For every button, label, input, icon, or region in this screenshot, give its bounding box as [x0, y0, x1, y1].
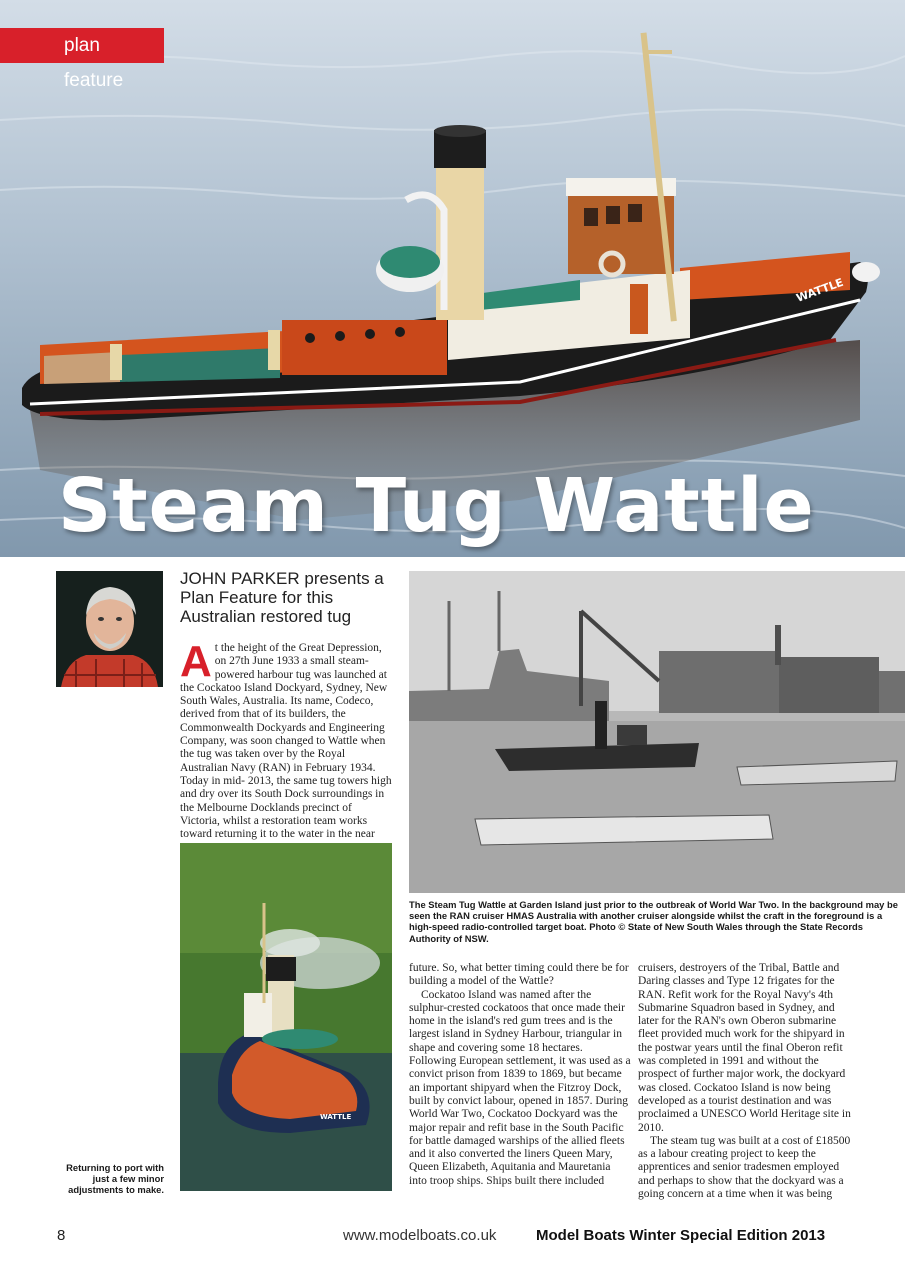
website-link[interactable]: www.modelboats.co.uk: [343, 1227, 497, 1244]
intro-column: [180, 637, 392, 841]
intro-text: t the height of the Great Depression, on 27th June 1933 a small steam-powered harbour tug was launched at the Cockatoo Island Dockyard, Sydney, New South Wales, Australia. Its name, Codeco, derived from that of its builders, the Commonwealth Dockyards and Engineering Company, was soon changed to Wattle when the tug was taken over by the Royal Australian Navy (RAN) in February 1934. Today in mid- 2013, the same tug towers high and dry over its South Dock surroundings in the Melbourne Docklands precinct of Victoria, whilst a restoration team works toward returning it to the water in the near: [180, 642, 392, 841]
model-photo-caption: Returning to port with just a few minor adjustments to make.: [66, 1162, 164, 1195]
hero-photo: [0, 0, 905, 557]
author-photo: [56, 571, 163, 687]
model-hull-name: WATTLE: [320, 1113, 352, 1121]
issue-title: Model Boats Winter Special Edition 2013: [536, 1227, 826, 1244]
page-number: 8: [57, 1227, 66, 1244]
historic-photo: [409, 571, 905, 893]
section-tag: plan feature: [0, 28, 164, 63]
hull-name: WATTLE: [794, 275, 846, 305]
article-title: Steam Tug Wattle: [58, 463, 815, 549]
dropcap: A: [180, 637, 212, 686]
paragraph: The steam tug was built at a cost of £18500 as a labour creating project to keep the apprentices and senior tradesmen employed and perhaps to show that the dockyard was a going concern at a time when it was being: [638, 1134, 851, 1201]
paragraph: Cockatoo Island was named after the sulphur-crested cockatoos that once made their home in the island's red gum trees and is the largest island in Sydney Harbour, triangular in shape and covering some 18 hectares. Following European settlement, it was used as a convict prison from 1839 to 1869, but became an important shipyard when the Fitzroy Dock, built by convict labour, opened in 1857. During World War Two, Cockatoo Dockyard was the major repair and refit base in the South Pacific for battle damaged warships of the allied fleets and it also converted the liners Queen Mary, Queen Elizabeth, Aquitania and Mauretania into troop ships. Ships built there included: [409, 988, 631, 1187]
standfirst: JOHN PARKER presents a Plan Feature for this Australian restored tug: [180, 569, 384, 626]
paragraph: cruisers, destroyers of the Tribal, Battle and Daring classes and Type 12 frigates for the RAN. Refit work for the Royal Navy's 4th Submarine Squadron based in Sydney, and later for the RAN's own Oberon submarine fleet provided much work for the shipyard in the postwar years until the final Oberon refit was completed in 1991 and without the prospect of further major work, the dockyard was closed. Cockatoo Island is now being developed as a tourist destination and was proclaimed a UNESCO World Heritage site in 2010.: [638, 962, 851, 1134]
historic-photo-caption: The Steam Tug Wattle at Garden Island just prior to the outbreak of World War Two. In the background may be seen the RAN cruiser HMAS Australia with another cruiser alongside whilst the craft in the foreground is a high-speed radio-controlled target boat. Photo © State of New South Wales through the State Records Authority of NSW.: [409, 899, 898, 944]
paragraph: future. So, what better timing could there be for building a model of the Wattle?: [409, 962, 629, 988]
body-column-3: [638, 962, 854, 1201]
model-photo: [180, 843, 392, 1191]
body-column-2: [409, 962, 631, 1188]
